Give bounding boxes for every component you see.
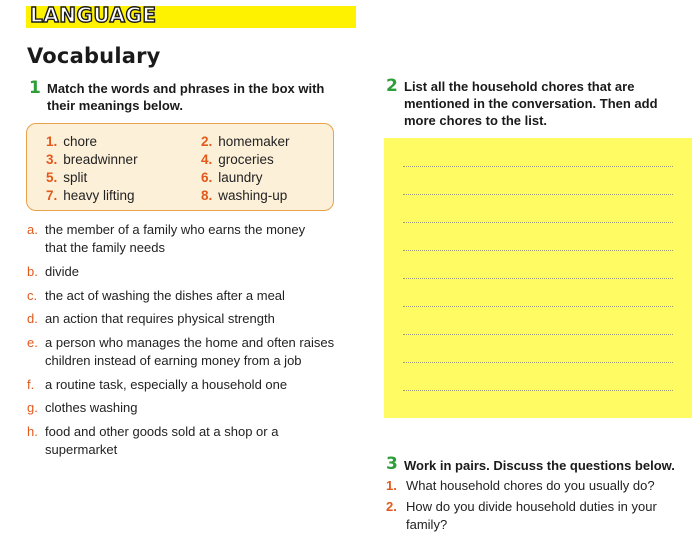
answer-line[interactable] [403,222,673,223]
definition-f: f. a routine task, especially a household one [27,377,288,392]
banner-title: LANGUAGE [30,3,157,27]
answer-line[interactable] [403,166,673,167]
exercise-3-instruction: Work in pairs. Discuss the questions below. [404,458,675,473]
answer-line[interactable] [403,250,673,251]
word-box-item: 3. breadwinner [46,152,138,167]
exercise-1-number: 1 [29,78,41,98]
answer-line[interactable] [403,334,673,335]
section-title: Vocabulary [27,44,161,68]
word-box-item: 6. laundry [201,170,263,185]
exercise-1-instruction: Match the words and phrases in the box with their meanings below. [47,81,325,113]
word-box-item: 7. heavy lifting [46,188,135,203]
word-box-item: 5. split [46,170,88,185]
answer-line[interactable] [403,306,673,307]
word-box [26,123,334,211]
answer-line[interactable] [403,390,673,391]
exercise-3-number: 3 [386,454,398,474]
definition-a: a. the member of a family who earns the money that the family needs [27,222,306,255]
definition-c: c. the act of washing the dishes after a meal [27,288,285,303]
question-1: 1. What household chores do you usually do? [386,478,655,493]
definition-e: e. a person who manages the home and often raises children instead of earning money from a job [27,335,335,368]
word-box-item: 2. homemaker [201,134,290,149]
definition-h: h. food and other goods sold at a shop or a supermarket [27,424,279,457]
answer-line[interactable] [403,362,673,363]
word-box-item: 4. groceries [201,152,274,167]
answer-line[interactable] [403,278,673,279]
answer-area[interactable] [384,138,692,418]
word-box-item: 1. chore [46,134,98,149]
definition-b: b. divide [27,264,79,279]
definition-g: g. clothes washing [27,400,138,415]
word-box-item: 8. washing-up [201,188,288,203]
answer-line[interactable] [403,194,673,195]
question-2: 2. How do you divide household duties in your family? [386,499,657,532]
exercise-2-number: 2 [386,76,398,96]
exercise-2-instruction: List all the household chores that are mentioned in the conversation. Then add more chores to the list. [404,79,658,128]
definition-d: d. an action that requires physical strength [27,311,275,326]
